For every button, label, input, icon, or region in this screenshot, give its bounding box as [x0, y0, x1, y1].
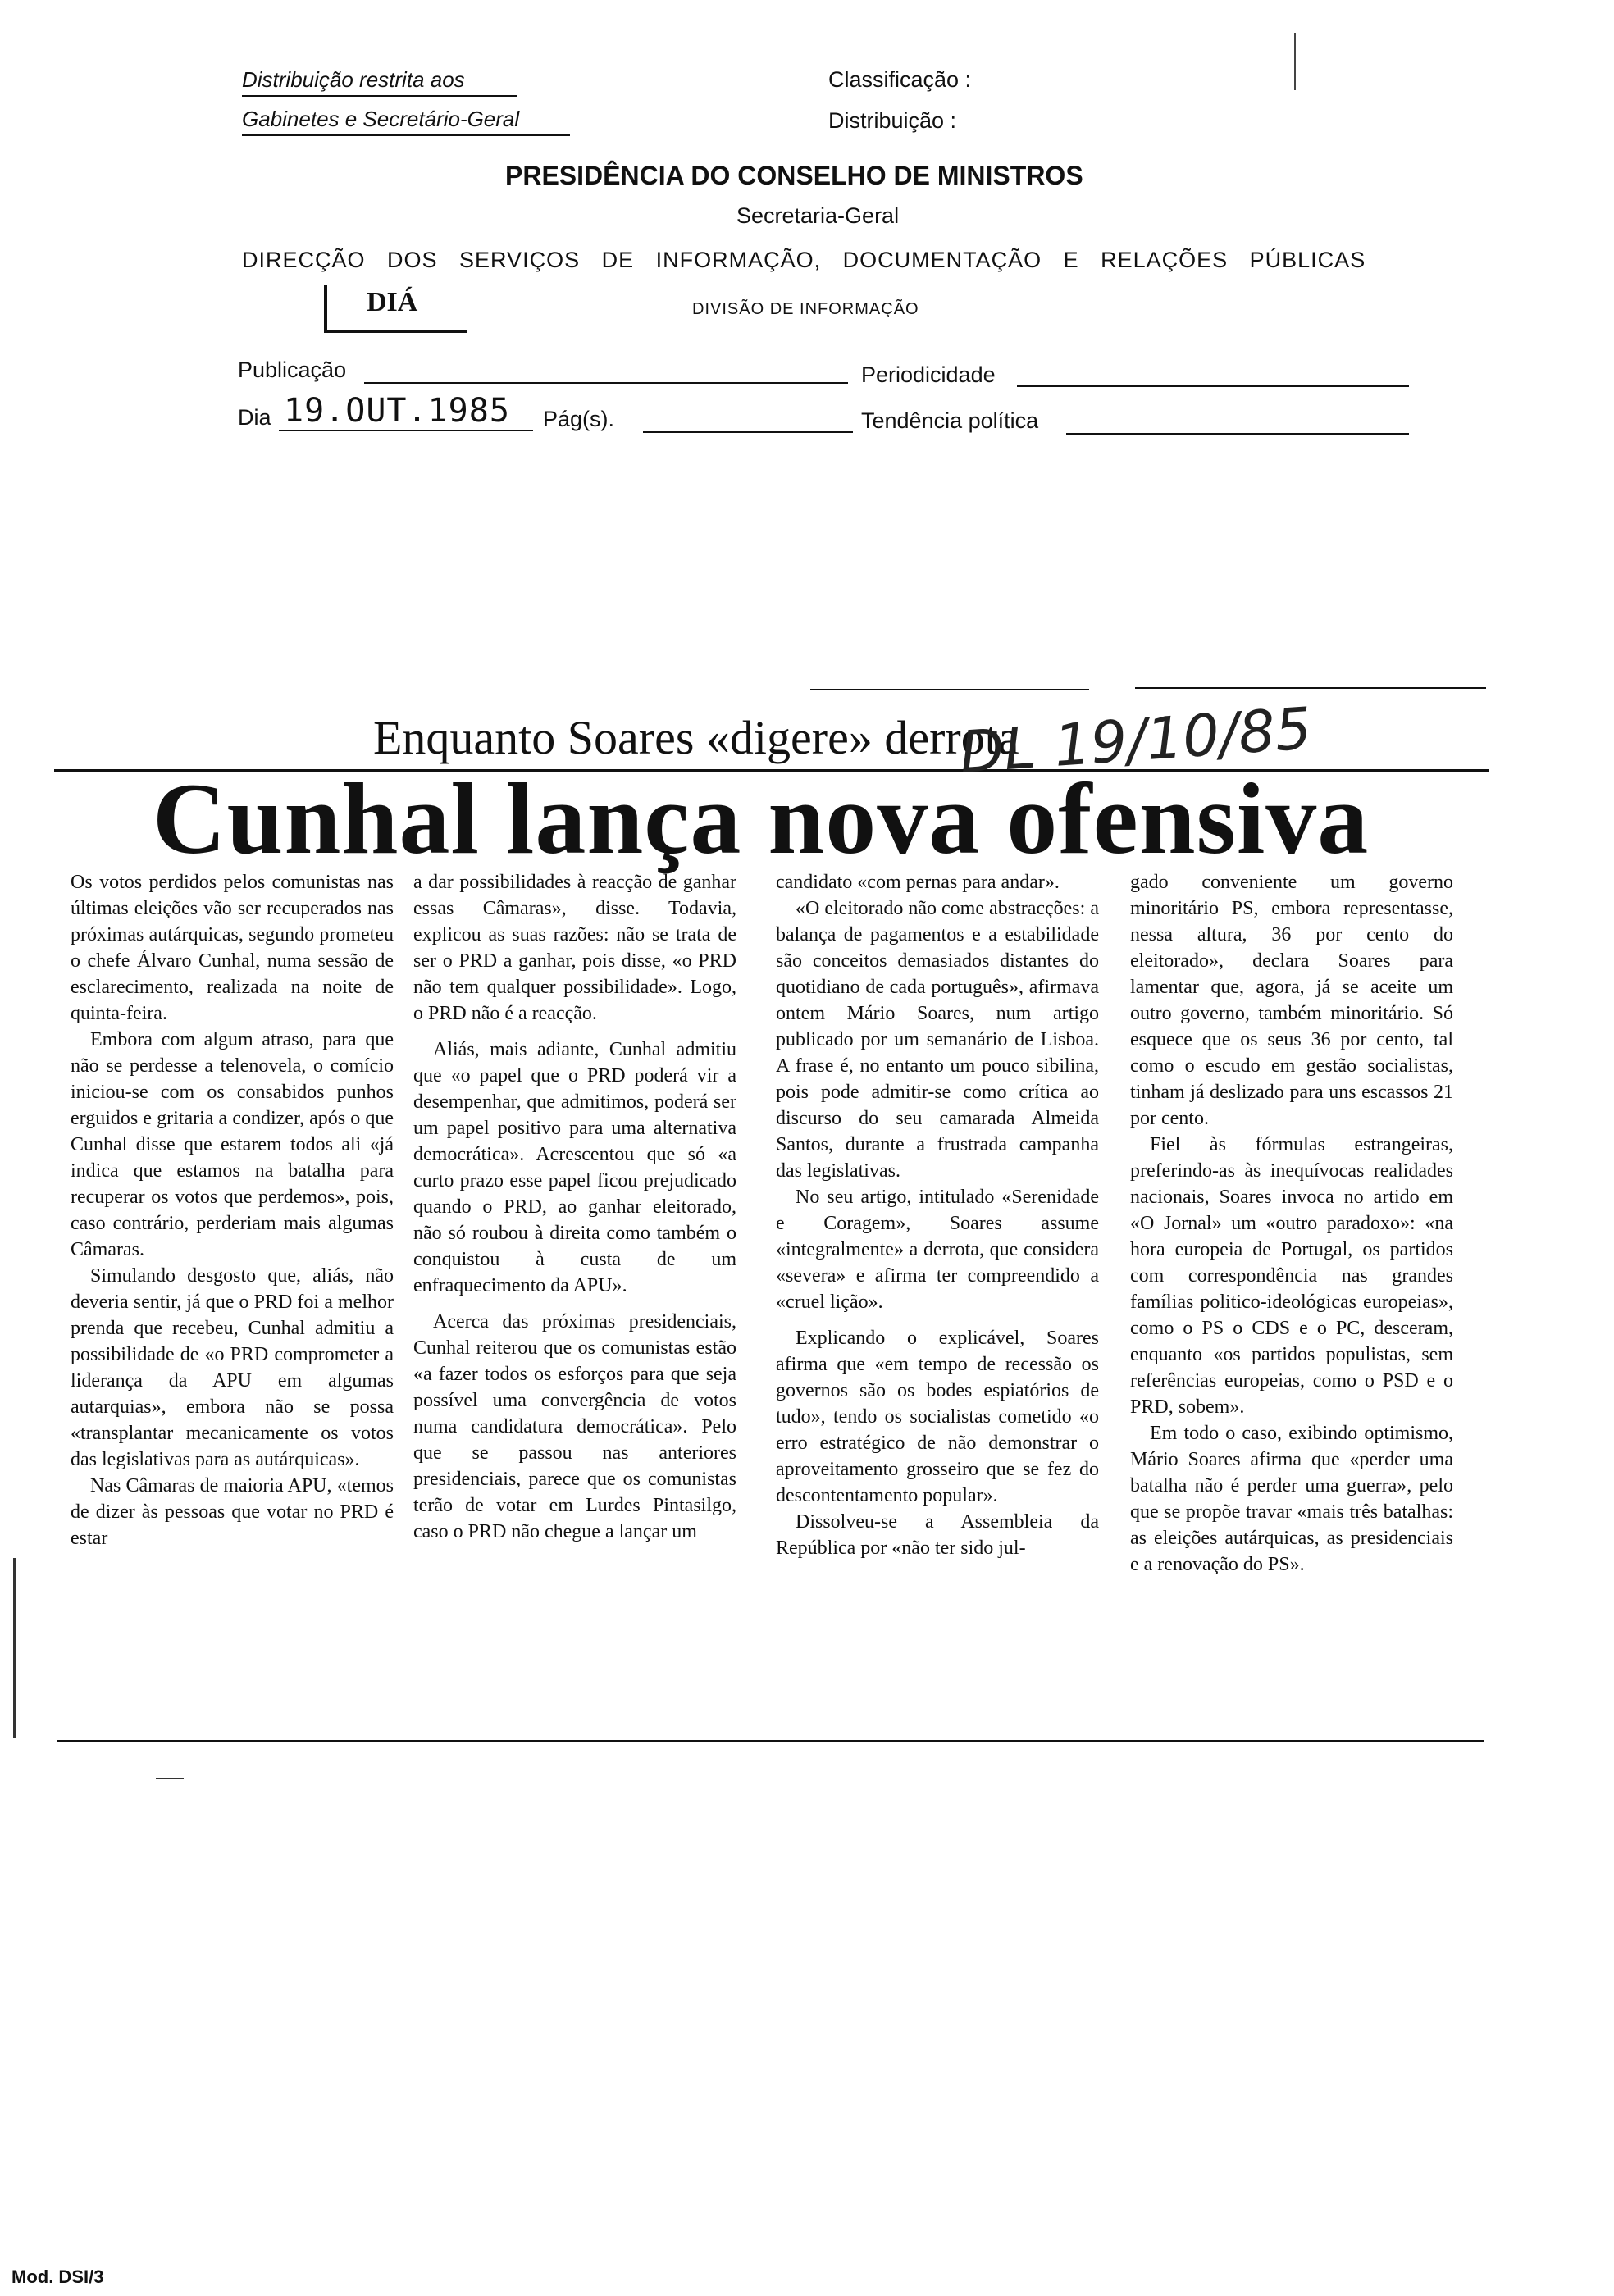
org-title: PRESIDÊNCIA DO CONSELHO DE MINISTROS: [505, 161, 1083, 190]
article-headline: Cunhal lança nova ofensiva: [153, 763, 1370, 875]
paragraph: Dissolveu-se a Assembleia da República por «não ter sido jul-: [776, 1511, 1099, 1559]
periodicidade-label: Periodicidade: [861, 362, 996, 387]
paragraph: Nas Câmaras de maioria APU, «temos de dizer às pessoas que votar no PRD é estar: [71, 1475, 394, 1549]
dia-value: 19.OUT.1985: [284, 392, 510, 430]
paragraph: Aliás, mais adiante, Cunhal admitiu que «o papel que o PRD poderá vir a desempenhar, que admitimos, poderá ser um papel positivo para uma alternativa democrática». Acrescentou que só «a curto prazo esse papel ficou prejudicado quando o PRD, ao ganhar eleitorado, não só roubou à direita como também o conquistou à custa de um enfraquecimento da APU».: [413, 1039, 736, 1296]
paragraph: Fiel às fórmulas estrangeiras, preferindo-as às inequívocas realidades nacionais, Soares invoca no artido em «O Jornal» um «outro paradoxo»: «na hora europeia de Portugal, os partidos com correspondência nas grandes famílias politico-ideológicas europeias», como o PS o CDS e o PC, desceram, enquanto «os partidos populistas, sem referências europeias, como o PSD e o PRD, sobem».: [1130, 1134, 1453, 1418]
pags-field: [643, 431, 853, 433]
tendencia-label: Tendência política: [861, 408, 1039, 433]
paragraph: «O eleitorado não come abstracções: a balança de pagamentos e a estabilidade são conceitos demasiados distantes do quotidiano de cada português», afirmava ontem Mário Soares, num artigo publicado por um semanário de Lisboa. A frase é, no entanto um pouco sibilina, pois pode admitir-se como crítica ao discurso do seu camarada Almeida Santos, durante a frustrada campanha das legislativas.: [776, 898, 1099, 1182]
article-column-4: [1130, 869, 1453, 1578]
handwritten-date-annotation: DL 19/10/85: [957, 695, 1314, 786]
article-column-1: [71, 869, 394, 1551]
pags-label: Pág(s).: [543, 407, 615, 431]
margin-mark: [1294, 33, 1296, 90]
department-name: DIRECÇÃO DOS SERVIÇOS DE INFORMAÇÃO, DOCUMENTAÇÃO E RELAÇÕES PÚBLICAS: [242, 248, 1366, 272]
stray-mark: [156, 1778, 184, 1779]
article-column-3: [776, 869, 1099, 1561]
top-rule-left: [810, 689, 1089, 690]
dia-field: [279, 430, 533, 431]
paragraph: No seu artigo, intitulado «Serenidade e Coragem», Soares assume «integralmente» a derrota, que considera «severa» e afirma ter compreendido a «cruel lição».: [776, 1187, 1099, 1313]
periodicidade-field: [1017, 385, 1409, 387]
publicacao-field: [364, 382, 848, 384]
publicacao-label: Publicação: [238, 358, 347, 382]
paragraph: Os votos perdidos pelos comunistas nas últimas eleições vão ser recuperados nas próximas autárquicas, segundo prometeu o chefe Álvaro Cunhal, numa sessão de esclarecimento, realizada na noite de quinta-feira.: [71, 872, 394, 1024]
top-rule-right: [1135, 687, 1486, 689]
paragraph: Simulando desgosto que, aliás, não deveria sentir, já que o PRD foi a melhor prenda que recebeu, Cunhal admitiu a possibilidade de «o PRD comprometer a liderança da APU em algumas autarquias», embora não se possa «transplantar mecanicamente os votos das legislativas para as autárquicas».: [71, 1265, 394, 1470]
restricted-distribution-line2: Gabinetes e Secretário-Geral: [242, 107, 520, 131]
org-subtitle: Secretaria-Geral: [736, 203, 900, 228]
dia-stamp: [324, 285, 467, 333]
paragraph: Acerca das próximas presidenciais, Cunhal reiterou que os comunistas estão «a fazer todos os esforços para que seja possível uma convergência de votos numa candidatura democrática». Pelo que se passou nas anteriores presidenciais, parece que os comunistas terão de votar em Lurdes Pintasilgo, caso o PRD não chegue a lançar um: [413, 1311, 736, 1542]
article-column-2: [413, 869, 736, 1545]
paragraph: a dar possibilidades à reacção de ganhar essas Câmaras», disse. Todavia, explicou as suas razões: não se trata de ser o PRD a ganhar, pois disse, «o PRD não tem qualquer possibilidade». Logo, o PRD não é a reacção.: [413, 872, 736, 1024]
dia-label: Dia: [238, 405, 271, 430]
paragraph: gado conveniente um governo minoritário PS, embora representasse, nessa altura, 36 por cento do eleitorado», declara Soares para lamentar que, agora, já se aceite um outro governo, também minoritário. Só esquece que os seus 36 por cento, tal como o escudo em gestão socialistas, tinham já deslizado para uns escassos 21 por cento.: [1130, 872, 1453, 1129]
restricted-distribution-line1: Distribuição restrita aos: [242, 67, 465, 92]
paragraph: Embora com algum atraso, para que não se perdesse a telenovela, o comício iniciou-se com os consabidos punhos erguidos e gritaria a condizer, após o que Cunhal disse que estarem todos ali «já indica que estamos na batalha para recuperar os votos que perdemos», pois, caso contrário, perderiam mais algumas Câmaras.: [71, 1029, 394, 1260]
paragraph: candidato «com pernas para andar».: [776, 872, 1060, 893]
form-code: Mod. DSI/3: [11, 2266, 104, 2287]
article-kicker: Enquanto Soares «digere» derrota: [373, 711, 1019, 764]
underline: [242, 95, 517, 97]
paragraph: Em todo o caso, exibindo optimismo, Mário Soares afirma que «perder uma batalha não é perder uma guerra», pelo que se propõe travar «mais três batalhas: as eleições autárquicas, as presidenciais e a renovação do PS».: [1130, 1423, 1453, 1575]
stamp-text: DIÁ: [367, 287, 418, 317]
tendencia-field: [1066, 433, 1409, 435]
classificacao-label: Classificação :: [828, 67, 972, 92]
paragraph: Explicando o explicável, Soares afirma que «em tempo de recessão os governos são os bodes espiatórios de tudo», tendo os socialistas cometido «o erro estratégico de não demonstrar o aproveitamento grosseiro que se fez do descontentamento popular».: [776, 1328, 1099, 1506]
scan-edge-mark: [13, 1558, 16, 1738]
division-name: DIVISÃO DE INFORMAÇÃO: [692, 300, 919, 318]
distribuicao-label: Distribuição :: [828, 108, 957, 133]
underline: [242, 134, 570, 136]
article-bottom-rule: [57, 1740, 1484, 1742]
